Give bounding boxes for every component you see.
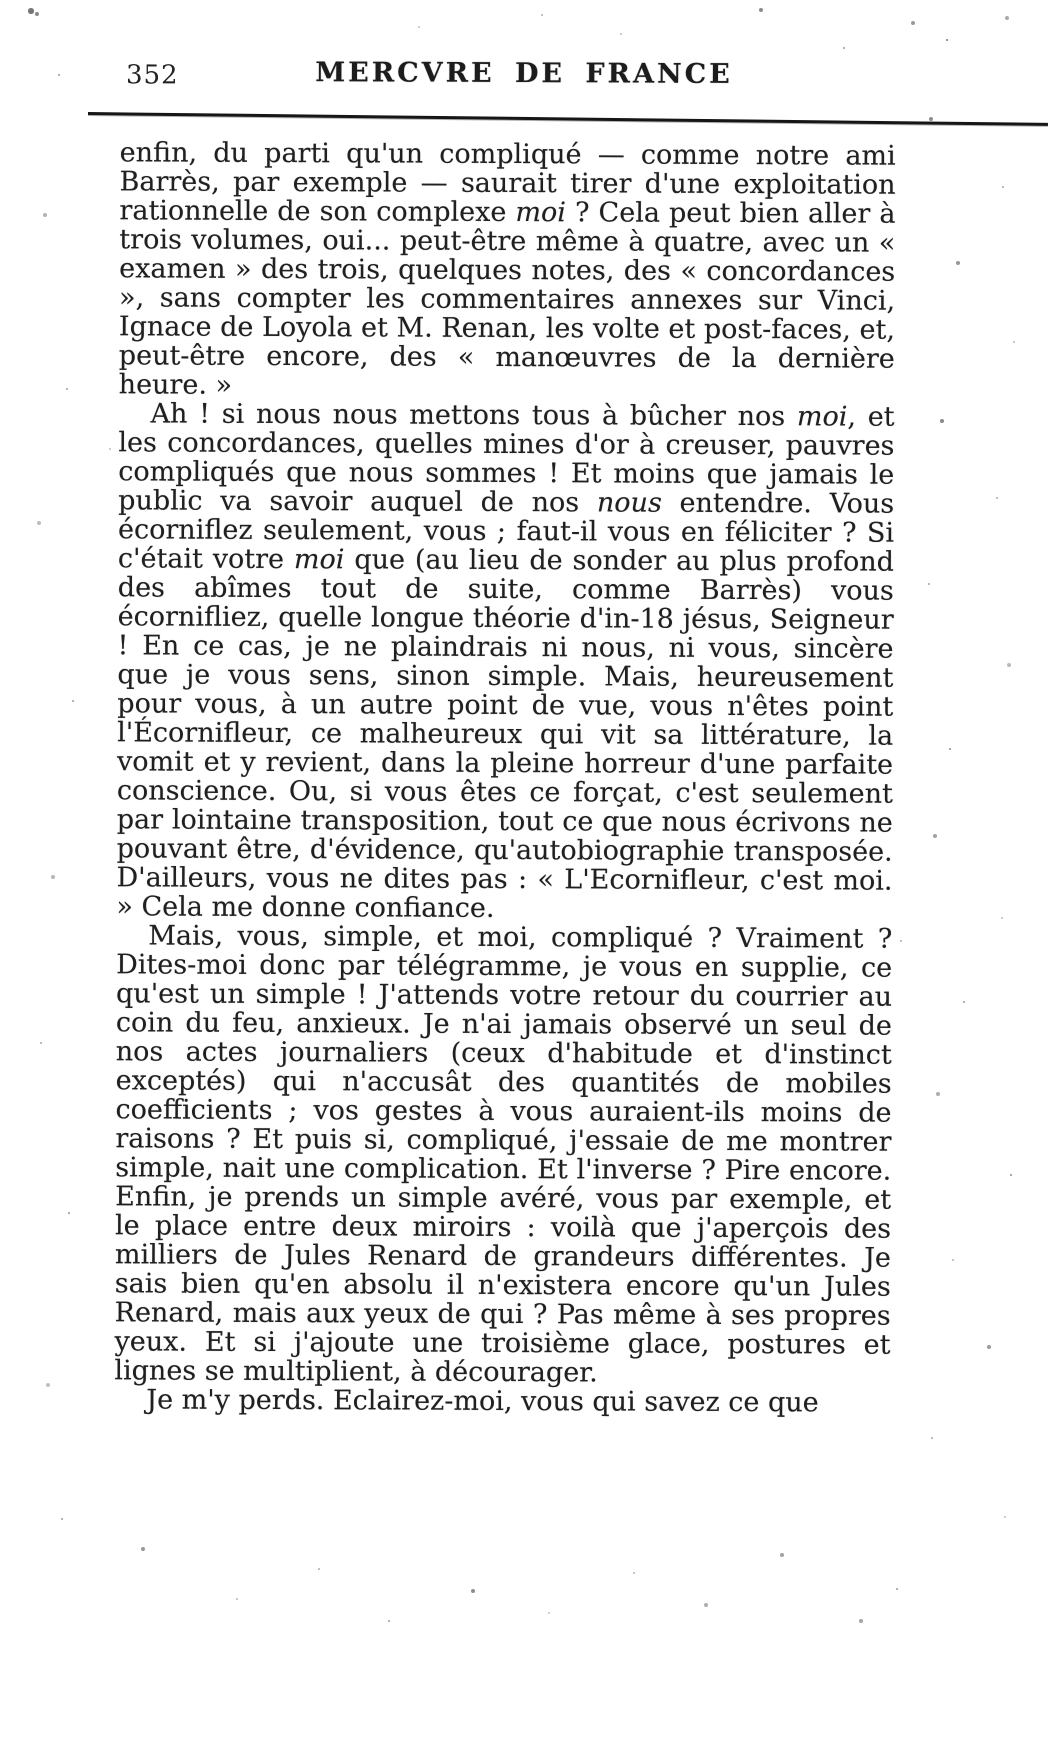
- body-text: entendre. Vous écorniflez seulement, vous ; faut-il vous en féliciter ? Si c'était votre: [117, 487, 895, 576]
- body-text: , et les concordances, quelles mines d'or à creuser, pauvres compliqués que nous sommes ! Et moins que jamais le public va savoir auquel de nos: [118, 401, 895, 519]
- italic-text: moi: [293, 544, 345, 576]
- italic-text: moi: [515, 197, 567, 229]
- journal-title: MERCVRE DE FRANCE: [315, 57, 733, 90]
- italic-text: nous: [596, 487, 662, 519]
- body-text: Je m'y perds. Eclairez-moi, vous qui savez ce que: [146, 1384, 819, 1419]
- italic-text: moi: [796, 401, 848, 433]
- body-text: ? Cela peut bien aller à trois volumes, oui... peut-être même à quatre, avec un « examen » des trois, quelques notes, des « concordances », sans compter les commentaires annexes sur Vinci, Ignace de Loyola et M. Renan, les volte et post-faces, et, peut-être encore, des « manœuvres de la dernière heure. »: [118, 197, 896, 401]
- body-text: Ah ! si nous nous mettons tous à bûcher nos: [150, 398, 797, 433]
- paragraph: [114, 1385, 890, 1417]
- header-rule: [88, 112, 1048, 126]
- paragraph: [114, 921, 892, 1388]
- body-text: Mais, vous, simple, et moi, compliqué ? Vraiment ? Dites-moi donc par télégramme, je vous en supplie, ce qu'est un simple ! J'attends votre retour du courrier au coin du feu, anxieux. Je n'ai jamais observé un seul de nos actes journaliers (ceux d'habitude et d'instinct exceptés) qui n'accusât des quantités de mobiles coefficients ; vos gestes à vous auraient-ils moins de raisons ? Et puis si, compliqué, j'essaie de me montrer simple, nait une complication. Et l'inverse ? Pire encore. Enfin, je prends un simple avéré, vous par exemple, et le place entre deux miroirs : voilà que j'aperçois des milliers de Jules Renard de grandeurs différentes. Je sais bien qu'en absolu il n'existera encore qu'un Jules Renard, mais aux yeux de qui ? Pas même à ses propres yeux. Et si j'ajoute une troisième glace, postures et lignes se multiplient, à décourager.: [114, 920, 893, 1389]
- body-text: enfin, du parti qu'un compliqué — comme notre ami Barrès, par exemple — saurait tirer d'une exploitation rationnelle de son complexe: [119, 137, 896, 229]
- scan-noise-speckles: [0, 0, 2, 2]
- body-text: que (au lieu de sonder au plus profond des abîmes tout de suite, comme Barrès) vous écornifliez, quelle longue théorie d'in-18 jésus, Seigneur ! En ce cas, je ne plaindrais ni nous, ni vous, sincère que je vous sens, sinon simple. Mais, heureusement pour vous, à un autre point de vue, vous n'êtes point l'Écornifleur, ce malheureux qui vit sa littérature, la vomit et y revient, dans la pleine horreur d'une parfaite conscience. Ou, si vous êtes ce forçat, c'est seulement par lointaine transposition, tout ce que nous écrivons ne pouvant être, d'évidence, qu'autobiographie transposée. D'ailleurs, vous ne dites pas : « L'Ecornifleur, c'est moi. » Cela me donne confiance.: [116, 544, 895, 924]
- page-number: 352: [125, 60, 179, 91]
- page-header: [0, 56, 1048, 92]
- paragraph: [119, 138, 896, 402]
- paragraph: [116, 399, 894, 924]
- text-block: [114, 138, 896, 1417]
